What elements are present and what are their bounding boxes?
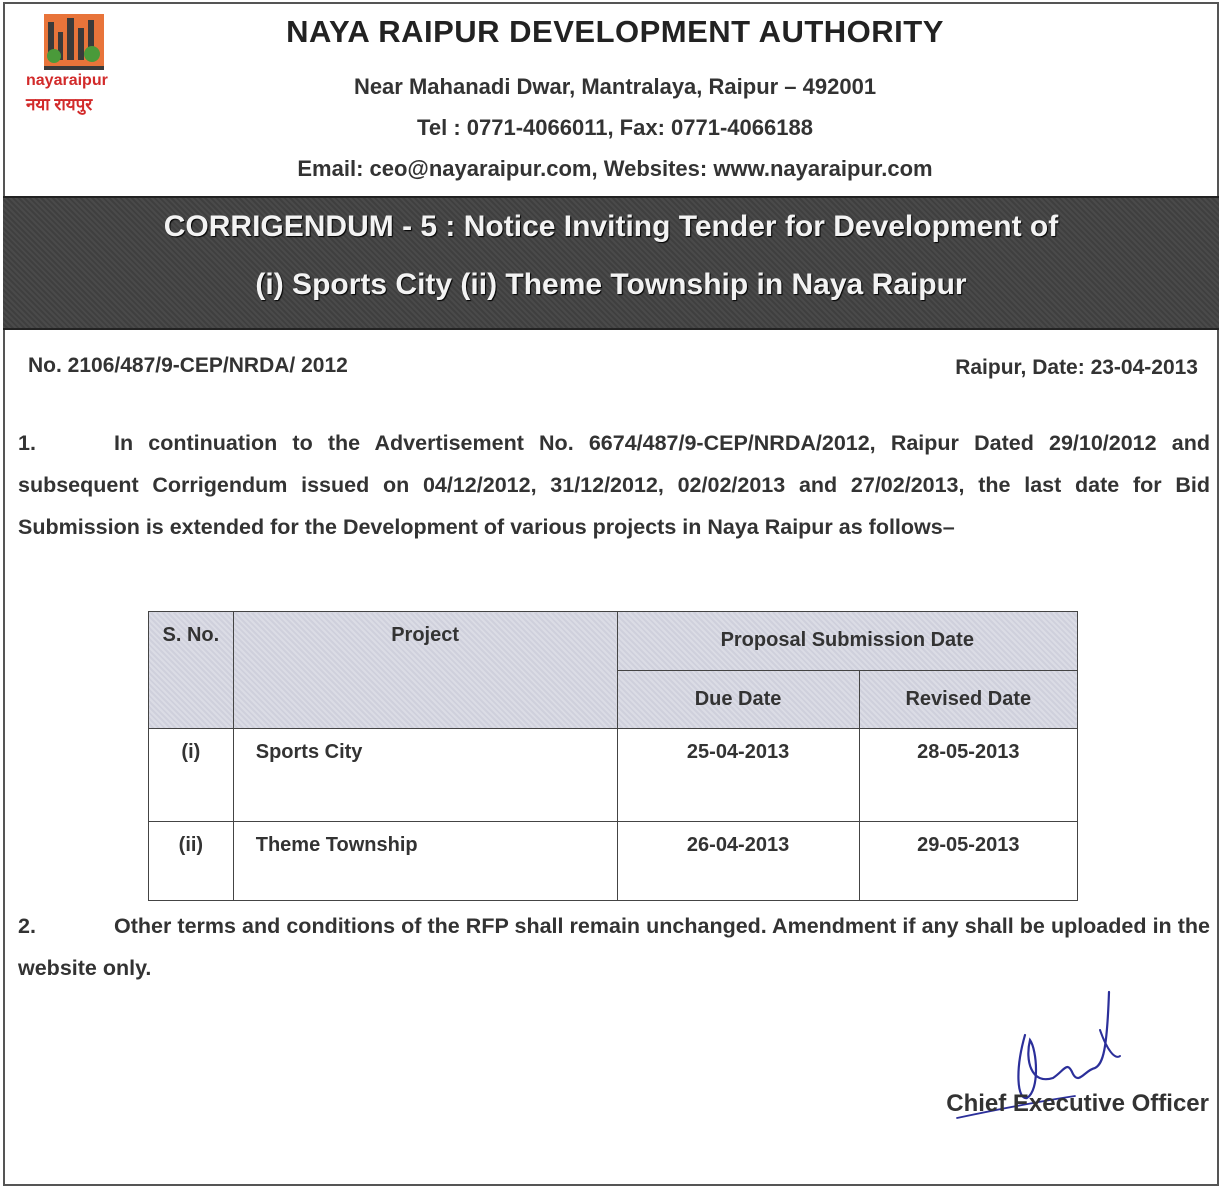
submission-date-table bbox=[148, 611, 1078, 901]
paragraph-1 bbox=[18, 422, 1210, 548]
paragraph-2 bbox=[18, 905, 1210, 989]
paragraph-text: In continuation to the Advertisement No. 6674/487/9-CEP/NRDA/2012, Raipur Dated 29/10/2012 and subsequent Corrigendum issued on 04/12/2012, 31/12/2012, 02/02/2013 and 27/02/2013, the last date for Bid Submission is extended for the Development of various projects in Naya Raipur as follows– bbox=[18, 431, 1210, 539]
cell-revised-date: 28-05-2013 bbox=[859, 729, 1077, 822]
table-row bbox=[149, 729, 1078, 822]
reference-date: Raipur, Date: 23-04-2013 bbox=[955, 356, 1198, 379]
phone-line: Tel : 0771-4066011, Fax: 0771-4066188 bbox=[417, 115, 813, 140]
header-due-date: Due Date bbox=[617, 670, 859, 729]
address-line: Near Mahanadi Dwar, Mantralaya, Raipur – 492001 bbox=[353, 74, 877, 99]
header-sno: S. No. bbox=[149, 612, 234, 729]
cell-due-date: 25-04-2013 bbox=[617, 729, 859, 822]
header-proposal-submission-date: Proposal Submission Date bbox=[617, 612, 1077, 671]
cell-project: Theme Township bbox=[233, 822, 617, 901]
cell-revised-date: 29-05-2013 bbox=[859, 822, 1077, 901]
table-row bbox=[149, 822, 1078, 901]
cell-due-date: 26-04-2013 bbox=[617, 822, 859, 901]
header-revised-date: Revised Date bbox=[859, 670, 1077, 729]
signatory-title: Chief Executive Officer bbox=[946, 1090, 1209, 1117]
banner-title-line1: CORRIGENDUM - 5 : Notice Inviting Tender for Development of bbox=[163, 210, 1059, 243]
title-banner bbox=[3, 196, 1219, 330]
paragraph-number: 1. bbox=[18, 431, 36, 455]
cell-sno: (ii) bbox=[149, 822, 234, 901]
cell-sno: (i) bbox=[149, 729, 234, 822]
email-line: Email: ceo@nayaraipur.com, Websites: www.nayaraipur.com bbox=[297, 156, 933, 181]
logo-text-hi: नया रायपुर bbox=[26, 95, 93, 114]
organization-name: NAYA RAIPUR DEVELOPMENT AUTHORITY bbox=[286, 14, 944, 49]
cell-project: Sports City bbox=[233, 729, 617, 822]
logo-text-en: nayaraipur bbox=[26, 72, 108, 89]
paragraph-number: 2. bbox=[18, 914, 36, 938]
reference-number: No. 2106/487/9-CEP/NRDA/ 2012 bbox=[28, 354, 348, 377]
paragraph-text: Other terms and conditions of the RFP shall remain unchanged. Amendment if any shall be uploaded in the website only. bbox=[18, 914, 1210, 980]
banner-title-line2: (i) Sports City (ii) Theme Township in Naya Raipur bbox=[255, 268, 967, 301]
header-project: Project bbox=[233, 612, 617, 729]
